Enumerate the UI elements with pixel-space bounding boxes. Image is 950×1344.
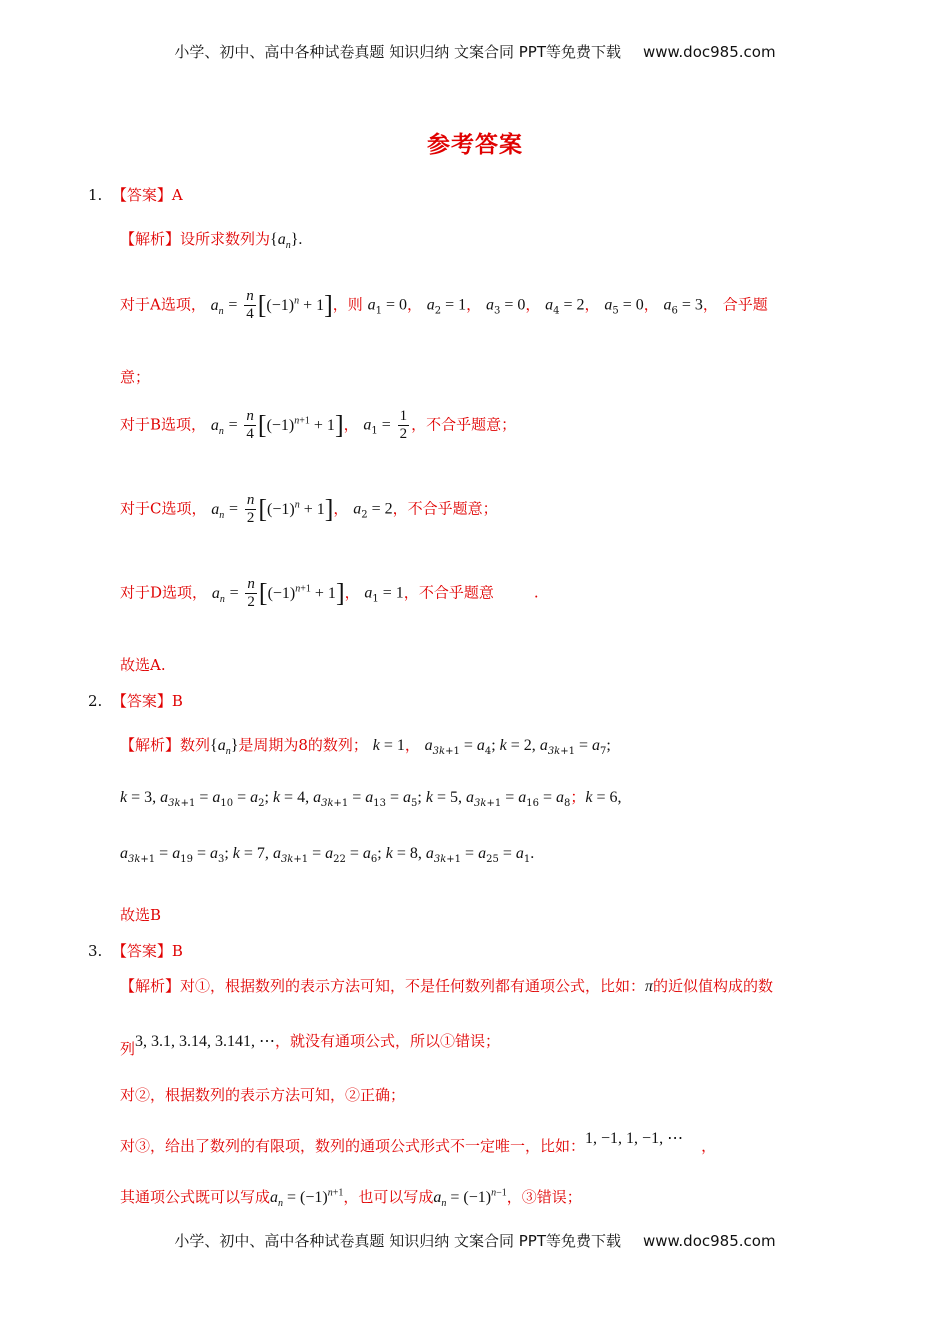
q1-answer-line: 1. 【答案】A — [88, 186, 183, 204]
q2-line3: $a_{3k+1} = a_{19} = a_3$; k = 7, $a_{3k+1} = a_{22} = a_6$; k = 8, $a_{3k+1} = a_{25} = a_1$. — [120, 845, 535, 865]
q3-answer-line: 3. 【答案】B — [88, 942, 183, 960]
q3-answer: 【答案】B — [111, 942, 183, 960]
header-site[interactable]: www.doc985.com — [642, 43, 776, 61]
q1-answer: 【答案】A — [111, 186, 183, 204]
q3-jiexi-2: 列3, 3.1, 3.14, 3.141, ⋯，就没有通项公式，所以①错误； — [120, 1032, 501, 1058]
page-title: 参考答案 — [427, 132, 523, 158]
q2-choose: 故选B — [120, 906, 162, 924]
q1-option-d: 对于D选项， $a_n$ = $\frac{n}{2}$ $[(-1)^{n+1} + 1]$， $a_1 = 1$，不合乎题意 . — [120, 576, 539, 610]
q3-jiexi-5: 其通项公式既可以写成$a_n = (-1)^{n+1}$，也可以写成$a_n = (-1)^{n-1}$，③错误； — [120, 1187, 582, 1210]
q3-jiexi-3: 对②，根据数列的表示方法可知，②正确； — [120, 1086, 406, 1104]
q1-option-c: 对于C选项， $a_n$ = $\frac{n}{2}$ $[(-1)^n + 1]$， $a_2 = 2$，不合乎题意； — [120, 492, 498, 526]
q1-option-a: 对于A选项， $a_n$ = $\frac{n}{4}$ $[(-1)^n + 1]$，则 $a_1 = 0$， $a_2 = 1$， $a_3 = 0$， $a_4 = 2$， $a_5 = 0$， $a_6 = 3$， 合乎题 — [120, 288, 768, 322]
q2-answer-line: 2. 【答案】B — [88, 692, 183, 710]
footer-text: 小学、初中、高中各种试卷真题 知识归纳 文案合同 PPT等免费下载 — [174, 1232, 621, 1250]
q2-line2: k = 3, $a_{3k+1} = a_{10} = a_2$; k = 4, $a_{3k+1} = a_{13} = a_5$; k = 5, $a_{3k+1} = a_{16} = a_8$；k = 6, — [120, 788, 622, 809]
q1-option-a-cont: 意； — [120, 368, 151, 386]
page-header — [0, 41, 950, 62]
q1-option-b: 对于B选项， $a_n$ = $\frac{n}{4}$ $[(-1)^{n+1} + 1]$， $a_1$ = $\frac{1}{2}$ ，不合乎题意； — [120, 408, 517, 442]
q1-jiexi: 【解析】设所求数列为$\{a_n\}$. — [120, 230, 303, 252]
q2-jiexi: 【解析】数列$\{a_n\}$是周期为8的数列； k = 1， $a_{3k+1} = a_4$; k = 2, $a_{3k+1} = a_7$; — [120, 736, 611, 758]
q2-answer: 【答案】B — [111, 692, 183, 710]
page-footer — [0, 1230, 950, 1251]
header-text: 小学、初中、高中各种试卷真题 知识归纳 文案合同 PPT等免费下载 — [174, 43, 621, 61]
q1-choose: 故选A. — [120, 656, 166, 674]
footer-site[interactable]: www.doc985.com — [642, 1232, 776, 1250]
q3-jiexi-4: 对③，给出了数列的有限项，数列的通项公式形式不一定唯一，比如：1, −1, 1, −1, ⋯ ， — [120, 1130, 717, 1155]
q3-jiexi-1: 【解析】对①，根据数列的表示方法可知，不是任何数列都有通项公式，比如：π的近似值构成的数 — [120, 977, 774, 995]
